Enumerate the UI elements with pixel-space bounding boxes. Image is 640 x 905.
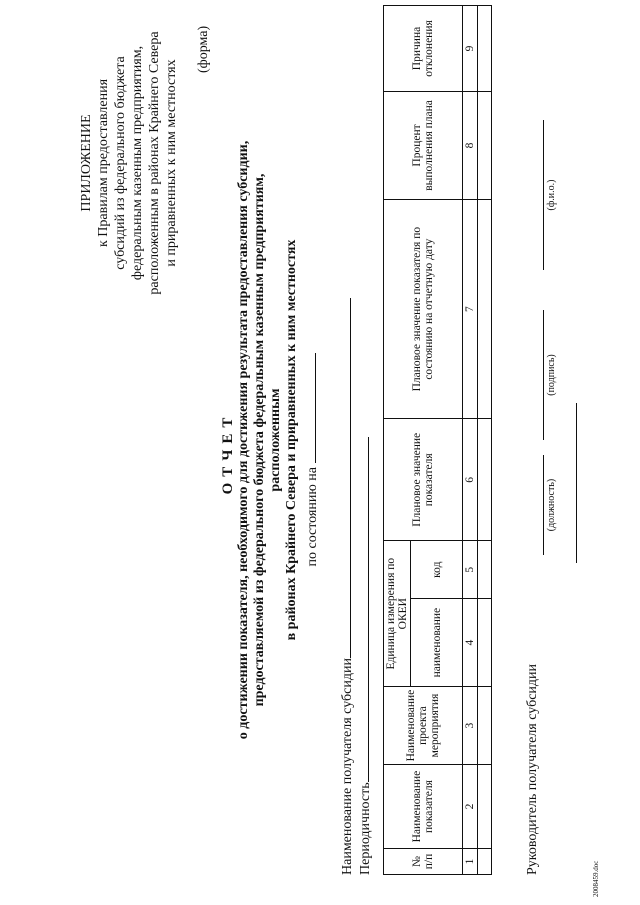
- column-number-row: [463, 6, 478, 875]
- appendix-line: федеральным казенным предприятиям,: [130, 45, 145, 281]
- table-cell[interactable]: [478, 765, 492, 849]
- table-cell[interactable]: [478, 419, 492, 541]
- appendix-line: и приравненных к ним местностях: [164, 59, 179, 267]
- header-indicator-name: Наименование показателя: [384, 765, 463, 849]
- table-cell[interactable]: [478, 849, 492, 875]
- column-number: 3: [463, 687, 478, 765]
- table-cell[interactable]: [478, 687, 492, 765]
- table-cell[interactable]: [478, 541, 492, 599]
- header-okei-name: наименование: [411, 599, 463, 687]
- column-number: 7: [463, 199, 478, 419]
- position-caption: (должность): [546, 478, 557, 532]
- recipient-name-label: Наименование получателя субсидии: [340, 658, 355, 875]
- header-project-name: Наименование проекта мероприятия: [384, 687, 463, 765]
- as-of-date-row: [305, 270, 321, 650]
- document-id: 2008459.doc: [592, 860, 600, 897]
- signature-line[interactable]: [543, 310, 544, 440]
- table-cell[interactable]: [478, 199, 492, 419]
- subtitle-line: в районах Крайнего Севера и приравненных к ним местностях: [284, 239, 299, 641]
- position-line[interactable]: [543, 455, 544, 555]
- full-name-caption: (ф.и.о.): [546, 179, 557, 211]
- table-cell[interactable]: [478, 6, 492, 92]
- table-cell[interactable]: [478, 92, 492, 200]
- extra-signature-line[interactable]: [576, 403, 577, 563]
- subtitle-line: о достижении показателя, необходимого для достижения результата предоставления субсидии,: [236, 140, 251, 740]
- signature-label: Руководитель получателя субсидии: [525, 663, 540, 875]
- as-of-date-field[interactable]: [315, 353, 316, 463]
- appendix-line: к Правилам предоставления: [96, 78, 111, 248]
- column-number: 9: [463, 6, 478, 92]
- appendix-heading: ПРИЛОЖЕНИЕ: [79, 114, 94, 212]
- column-number: 4: [463, 599, 478, 687]
- table-row: [478, 6, 492, 875]
- appendix-line: субсидий из федерального бюджета: [113, 56, 128, 270]
- appendix-block: [78, 13, 180, 313]
- subtitle-line: предоставляемой из федерального бюджета федеральным казенным предприятиям, расположенным: [252, 173, 283, 707]
- column-number: 6: [463, 419, 478, 541]
- form-label: (форма): [196, 25, 211, 73]
- appendix-line: расположенным в районах Крайнего Севера: [147, 31, 162, 295]
- recipient-name-field[interactable]: [350, 298, 351, 658]
- signature-caption: (подпись): [546, 354, 557, 396]
- recipient-name-row: [340, 298, 356, 875]
- header-okei-code: код: [411, 541, 463, 599]
- periodicity-row: [358, 437, 374, 875]
- periodicity-label: Периодичность: [358, 782, 373, 875]
- column-number: 5: [463, 541, 478, 599]
- column-number: 1: [463, 849, 478, 875]
- header-planned-to-date: Плановое значение показателя по состоянию на отчетную дату: [384, 199, 463, 419]
- as-of-label: по состоянию на: [305, 466, 320, 567]
- full-name-line[interactable]: [543, 120, 544, 270]
- report-subtitle: [236, 125, 300, 755]
- header-deviation-reason: Причина отклонения: [384, 6, 463, 92]
- column-number: 8: [463, 92, 478, 200]
- header-okei-group: Единица измерения по ОКЕИ: [384, 541, 411, 687]
- report-title: ОТЧЕТ: [220, 411, 236, 495]
- periodicity-field[interactable]: [368, 437, 369, 782]
- header-percent-done: Процент выполнения плана: [384, 92, 463, 200]
- table-cell[interactable]: [478, 599, 492, 687]
- report-table: [383, 5, 492, 875]
- header-planned-value: Плановое значение показателя: [384, 419, 463, 541]
- header-num: № п/п: [384, 849, 463, 875]
- column-number: 2: [463, 765, 478, 849]
